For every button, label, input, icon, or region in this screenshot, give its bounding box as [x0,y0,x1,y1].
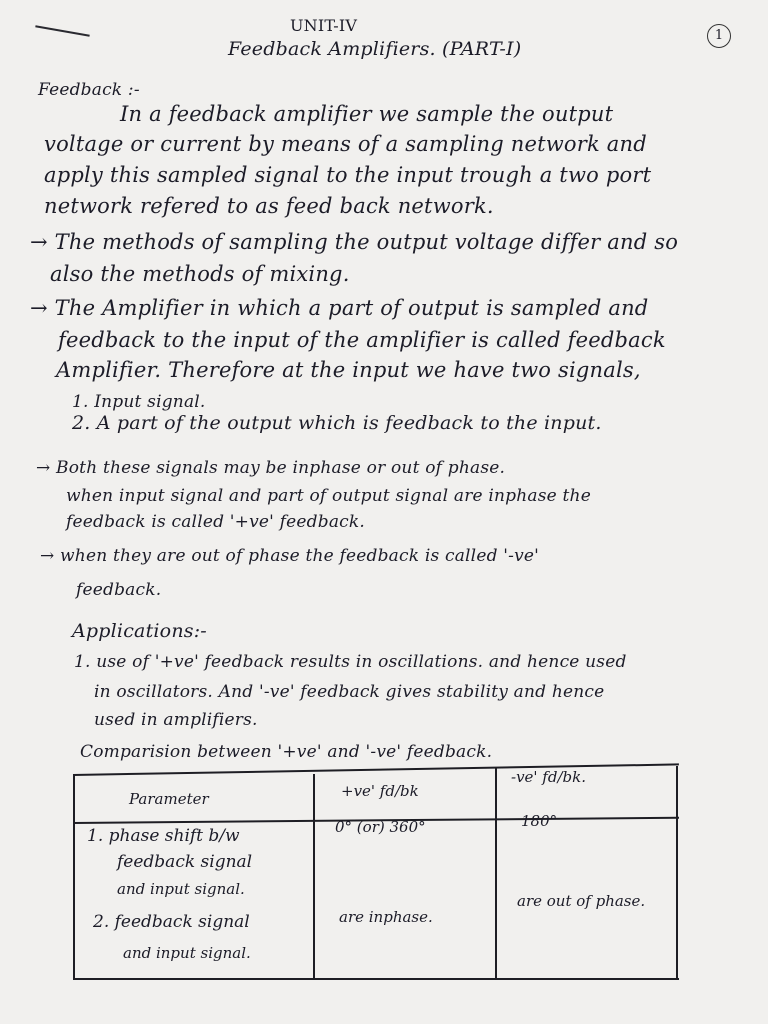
row1-positive: 0° (or) 360° [335,818,426,836]
applications-heading: Applications:- [72,620,207,642]
bullet2-line2: feedback to the input of the amplifier is called feedback [58,328,666,352]
para1-line4: network refered to as feed back network. [44,194,494,218]
row2-parameter-line1: 2. feedback signal [93,912,250,932]
signal-item-1: 1. Input signal. [72,392,206,412]
row1-parameter-line2: feedback signal [117,852,253,872]
row1-negative: 180° [521,812,558,830]
para1-line2: voltage or current by means of a sampling network and [44,132,647,156]
row2-positive: are inphase. [339,908,433,926]
applications-line1: 1. use of '+ve' feedback results in oscillations. and hence used [74,652,627,672]
para1-line3: apply this sampled signal to the input trough a two port [44,163,652,187]
table-border-top [73,763,679,776]
page-number: 1 [707,24,731,48]
bullet1-line1: → The methods of sampling the output voltage differ and so [30,230,679,254]
table-border-right [676,766,678,980]
row1-parameter-line1: 1. phase shift b/w [87,826,240,846]
feedback-heading: Feedback :- [38,80,140,100]
table-col-divider-2 [495,768,497,980]
para1-line1: In a feedback amplifier we sample the output [120,102,614,126]
bullet3-line1: → Both these signals may be inphase or out of phase. [36,458,506,478]
unit-title: UNIT-IV [290,16,358,35]
bullet4-line2: feedback. [76,580,162,600]
table-header-parameter: Parameter [129,790,209,808]
bullet1-line2: also the methods of mixing. [50,262,350,286]
applications-line3: used in amplifiers. [94,710,258,730]
bullet3-line2: when input signal and part of output signal are inphase the [66,486,591,506]
table-col-divider-1 [313,774,315,980]
row2-negative: are out of phase. [517,892,646,910]
applications-line2: in oscillators. And '-ve' feedback gives stability and hence [94,682,605,702]
bullet2-line3: Amplifier. Therefore at the input we have two signals, [56,358,641,382]
table-border-left [73,774,75,980]
table-header-positive: +ve' fd/bk [341,782,419,800]
comparison-table [73,768,679,980]
bullet2-line1: → The Amplifier in which a part of output is sampled and [30,296,649,320]
comparison-caption: Comparision between '+ve' and '-ve' feedback. [80,742,493,762]
signal-item-2: 2. A part of the output which is feedback to the input. [72,412,602,434]
pen-stroke [35,25,90,37]
table-header-negative: -ve' fd/bk. [511,768,586,786]
row1-parameter-line3: and input signal. [117,880,245,898]
row2-parameter-line2: and input signal. [123,944,251,962]
bullet4-line1: → when they are out of phase the feedback is called '-ve' [40,546,540,566]
table-border-bottom [73,978,679,980]
bullet3-line3: feedback is called '+ve' feedback. [66,512,365,532]
page-title: Feedback Amplifiers. (PART-I) [228,38,522,60]
